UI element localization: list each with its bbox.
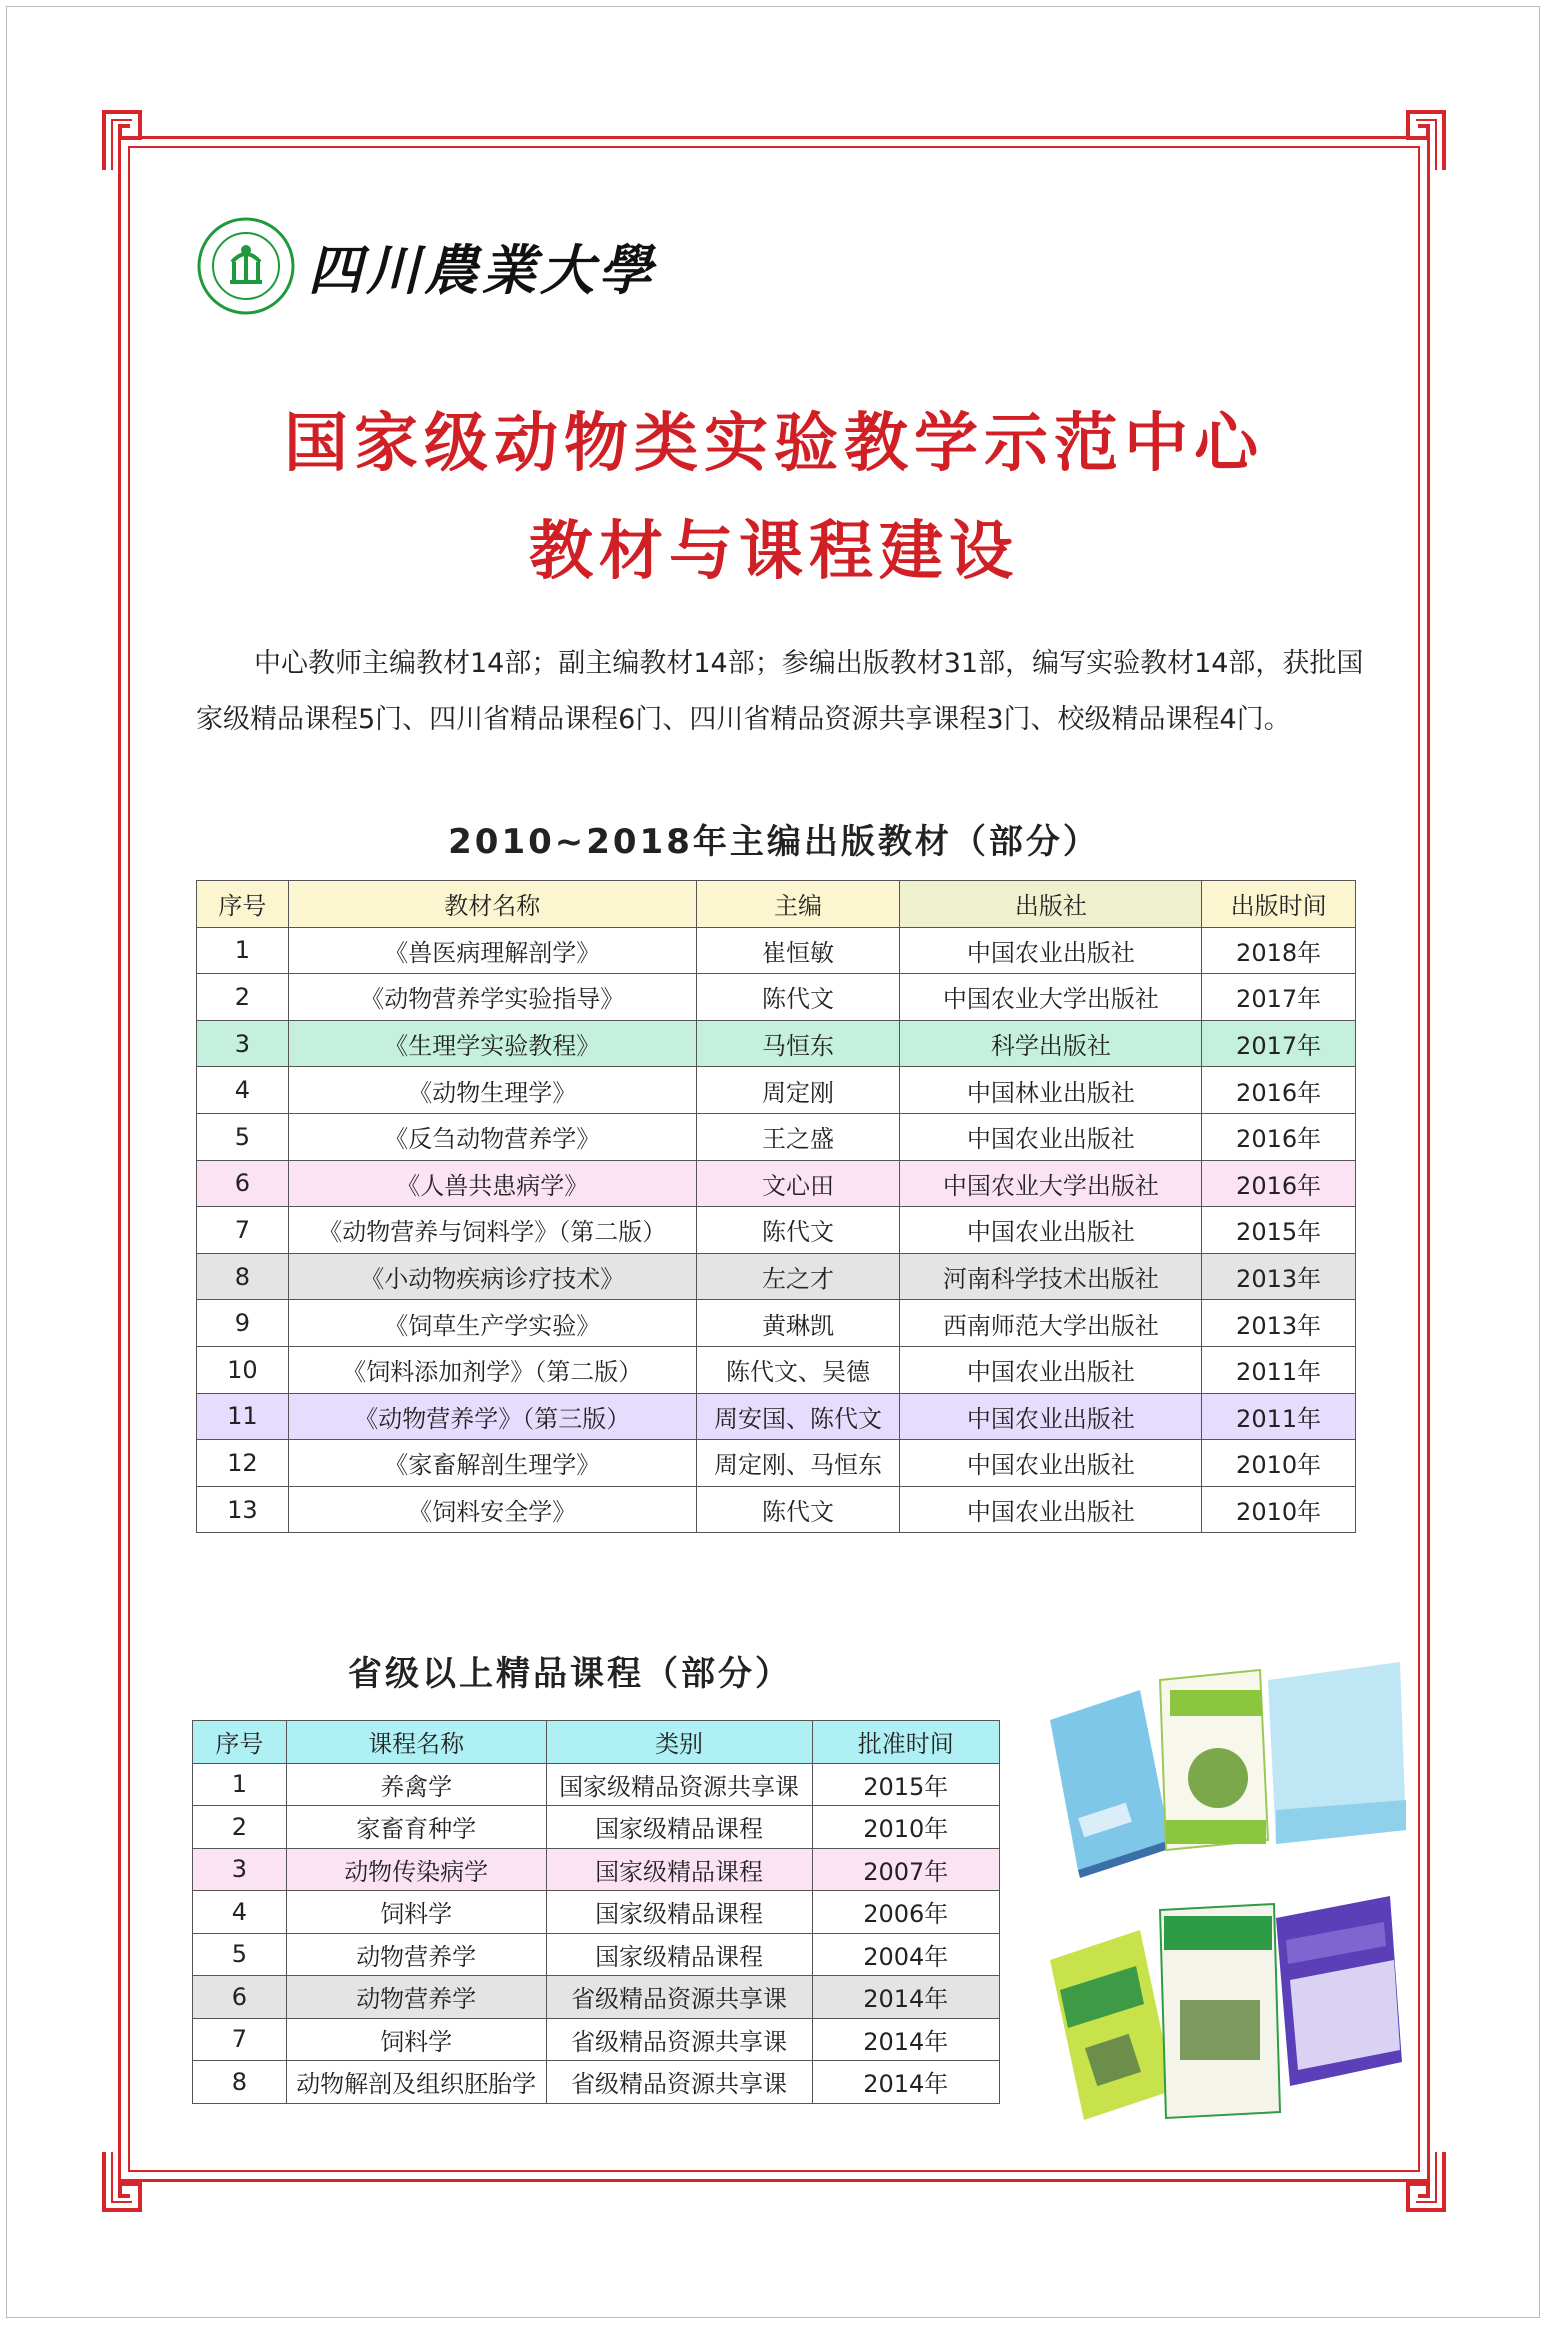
table-row <box>197 1393 1356 1440</box>
table-cell: 中国农业出版社 <box>900 927 1202 974</box>
table-cell: 《小动物疾病诊疗技术》 <box>288 1253 696 1300</box>
book-cover <box>1160 1904 1280 2118</box>
table-cell: 《反刍动物营养学》 <box>288 1113 696 1160</box>
table-cell: 国家级精品资源共享课 <box>546 1763 812 1806</box>
table-cell: 2017年 <box>1202 1020 1356 1067</box>
table-cell: 河南科学技术出版社 <box>900 1253 1202 1300</box>
table-cell: 动物传染病学 <box>286 1848 546 1891</box>
table-cell: 中国农业出版社 <box>900 1440 1202 1487</box>
book-cover <box>1268 1662 1406 1844</box>
table-row <box>197 1113 1356 1160</box>
table-cell: 1 <box>197 927 289 974</box>
column-header: 类别 <box>546 1721 812 1764</box>
table-row <box>193 1933 1000 1976</box>
courses-table <box>192 1720 1000 2104</box>
table-cell: 崔恒敏 <box>696 927 900 974</box>
table-cell: 2 <box>193 1806 287 1849</box>
table-cell: 《饲料添加剂学》（第二版） <box>288 1346 696 1393</box>
intro-paragraph: 中心教师主编教材14部；副主编教材14部；参编出版教材31部，编写实验教材14部，获批国家级精品课程5门、四川省精品课程6门、四川省精品资源共享课程3门、校级精品课程4门。 <box>196 648 1364 735</box>
column-header: 批准时间 <box>812 1721 1000 1764</box>
table-cell: 左之才 <box>696 1253 900 1300</box>
table-row <box>197 1253 1356 1300</box>
university-seal-icon <box>196 216 296 316</box>
page-subtitle: 教材与课程建设 <box>529 514 1019 589</box>
table-cell: 《饲草生产学实验》 <box>288 1300 696 1347</box>
table-cell: 2018年 <box>1202 927 1356 974</box>
table-cell: 养禽学 <box>286 1763 546 1806</box>
table-row <box>197 1486 1356 1533</box>
table-row <box>197 1160 1356 1207</box>
table-cell: 省级精品资源共享课 <box>546 1976 812 2019</box>
table-cell: 动物营养学 <box>286 1933 546 1976</box>
table-cell: 国家级精品课程 <box>546 1806 812 1849</box>
table-row <box>197 1300 1356 1347</box>
table-row <box>193 1763 1000 1806</box>
book-cover <box>1050 1930 1174 2120</box>
table-row <box>193 2061 1000 2104</box>
table-cell: 《兽医病理解剖学》 <box>288 927 696 974</box>
table-cell: 2013年 <box>1202 1253 1356 1300</box>
table-cell: 2011年 <box>1202 1346 1356 1393</box>
table-cell: 西南师范大学出版社 <box>900 1300 1202 1347</box>
table-cell: 周定刚、马恒东 <box>696 1440 900 1487</box>
table-row <box>193 1806 1000 1849</box>
table-cell: 2016年 <box>1202 1113 1356 1160</box>
table-cell: 4 <box>197 1067 289 1114</box>
courses-heading: 省级以上精品课程（部分） <box>348 1654 792 1694</box>
table-cell: 11 <box>197 1393 289 1440</box>
table-cell: 12 <box>197 1440 289 1487</box>
university-name: 四川農業大學 <box>308 237 656 302</box>
table-cell: 科学出版社 <box>900 1020 1202 1067</box>
table-header-row <box>197 881 1356 928</box>
table-cell: 周定刚 <box>696 1067 900 1114</box>
table-cell: 2016年 <box>1202 1160 1356 1207</box>
table-cell: 《人兽共患病学》 <box>288 1160 696 1207</box>
page-title: 国家级动物类实验教学示范中心 <box>284 406 1264 481</box>
table-cell: 黄琳凯 <box>696 1300 900 1347</box>
column-header: 出版时间 <box>1202 881 1356 928</box>
table-row <box>197 927 1356 974</box>
university-logo <box>196 216 656 316</box>
column-header: 教材名称 <box>288 881 696 928</box>
table-row <box>193 1848 1000 1891</box>
table-cell: 2007年 <box>812 1848 1000 1891</box>
table-cell: 中国农业出版社 <box>900 1393 1202 1440</box>
table-cell: 6 <box>197 1160 289 1207</box>
table-cell: 2006年 <box>812 1891 1000 1934</box>
book-covers-illustration <box>1040 1660 1410 2130</box>
book-cover <box>1050 1690 1172 1878</box>
column-header: 课程名称 <box>286 1721 546 1764</box>
table-cell: 5 <box>193 1933 287 1976</box>
table-cell: 2013年 <box>1202 1300 1356 1347</box>
table-cell: 2011年 <box>1202 1393 1356 1440</box>
table-cell: 《动物营养学》（第三版） <box>288 1393 696 1440</box>
table-cell: 中国农业大学出版社 <box>900 974 1202 1021</box>
table-cell: 《动物营养学实验指导》 <box>288 974 696 1021</box>
table-cell: 7 <box>193 2018 287 2061</box>
table-cell: 2010年 <box>1202 1486 1356 1533</box>
table-cell: 2014年 <box>812 1976 1000 2019</box>
table-cell: 省级精品资源共享课 <box>546 2061 812 2104</box>
table-cell: 2017年 <box>1202 974 1356 1021</box>
table-cell: 陈代文、吴德 <box>696 1346 900 1393</box>
book-cover <box>1276 1896 1402 2086</box>
table-cell: 7 <box>197 1207 289 1254</box>
table-cell: 2016年 <box>1202 1067 1356 1114</box>
table-cell: 中国农业出版社 <box>900 1346 1202 1393</box>
table-cell: 《生理学实验教程》 <box>288 1020 696 1067</box>
table-row <box>197 1440 1356 1487</box>
table-row <box>197 1207 1356 1254</box>
table-cell: 2015年 <box>812 1763 1000 1806</box>
table-row <box>193 1976 1000 2019</box>
textbooks-heading: 2010~2018年主编出版教材（部分） <box>448 822 1100 862</box>
table-cell: 9 <box>197 1300 289 1347</box>
table-cell: 《饲料安全学》 <box>288 1486 696 1533</box>
table-cell: 2 <box>197 974 289 1021</box>
table-cell: 10 <box>197 1346 289 1393</box>
column-header: 序号 <box>193 1721 287 1764</box>
table-cell: 6 <box>193 1976 287 2019</box>
table-cell: 5 <box>197 1113 289 1160</box>
table-cell: 国家级精品课程 <box>546 1848 812 1891</box>
table-cell: 《动物生理学》 <box>288 1067 696 1114</box>
table-header-row <box>193 1721 1000 1764</box>
table-row <box>193 2018 1000 2061</box>
table-cell: 陈代文 <box>696 1486 900 1533</box>
table-row <box>197 1346 1356 1393</box>
table-cell: 《家畜解剖生理学》 <box>288 1440 696 1487</box>
table-cell: 文心田 <box>696 1160 900 1207</box>
table-cell: 2014年 <box>812 2061 1000 2104</box>
table-cell: 饲料学 <box>286 2018 546 2061</box>
table-cell: 国家级精品课程 <box>546 1933 812 1976</box>
table-row <box>197 1020 1356 1067</box>
table-cell: 1 <box>193 1763 287 1806</box>
fret-corner-ornament <box>100 108 166 174</box>
table-cell: 家畜育种学 <box>286 1806 546 1849</box>
table-cell: 国家级精品课程 <box>546 1891 812 1934</box>
table-cell: 4 <box>193 1891 287 1934</box>
table-cell: 3 <box>197 1020 289 1067</box>
table-cell: 中国农业出版社 <box>900 1486 1202 1533</box>
column-header: 序号 <box>197 881 289 928</box>
table-cell: 周安国、陈代文 <box>696 1393 900 1440</box>
table-cell: 3 <box>193 1848 287 1891</box>
table-cell: 8 <box>193 2061 287 2104</box>
table-cell: 饲料学 <box>286 1891 546 1934</box>
table-cell: 省级精品资源共享课 <box>546 2018 812 2061</box>
table-cell: 陈代文 <box>696 974 900 1021</box>
table-cell: 中国林业出版社 <box>900 1067 1202 1114</box>
table-cell: 马恒东 <box>696 1020 900 1067</box>
table-row <box>193 1891 1000 1934</box>
table-cell: 中国农业大学出版社 <box>900 1160 1202 1207</box>
column-header: 出版社 <box>900 881 1202 928</box>
table-cell: 8 <box>197 1253 289 1300</box>
table-cell: 中国农业出版社 <box>900 1113 1202 1160</box>
table-cell: 2015年 <box>1202 1207 1356 1254</box>
table-cell: 2004年 <box>812 1933 1000 1976</box>
table-row <box>197 974 1356 1021</box>
table-cell: 13 <box>197 1486 289 1533</box>
textbooks-table <box>196 880 1356 1533</box>
table-cell: 动物营养学 <box>286 1976 546 2019</box>
table-cell: 2014年 <box>812 2018 1000 2061</box>
table-cell: 2010年 <box>1202 1440 1356 1487</box>
table-cell: 动物解剖及组织胚胎学 <box>286 2061 546 2104</box>
fret-corner-ornament <box>100 2148 166 2214</box>
book-cover <box>1160 1670 1268 1850</box>
fret-corner-ornament <box>1382 108 1448 174</box>
table-cell: 王之盛 <box>696 1113 900 1160</box>
fret-corner-ornament <box>1382 2148 1448 2214</box>
column-header: 主编 <box>696 881 900 928</box>
table-cell: 中国农业出版社 <box>900 1207 1202 1254</box>
table-cell: 2010年 <box>812 1806 1000 1849</box>
table-row <box>197 1067 1356 1114</box>
table-cell: 《动物营养与饲料学》（第二版） <box>288 1207 696 1254</box>
table-cell: 陈代文 <box>696 1207 900 1254</box>
